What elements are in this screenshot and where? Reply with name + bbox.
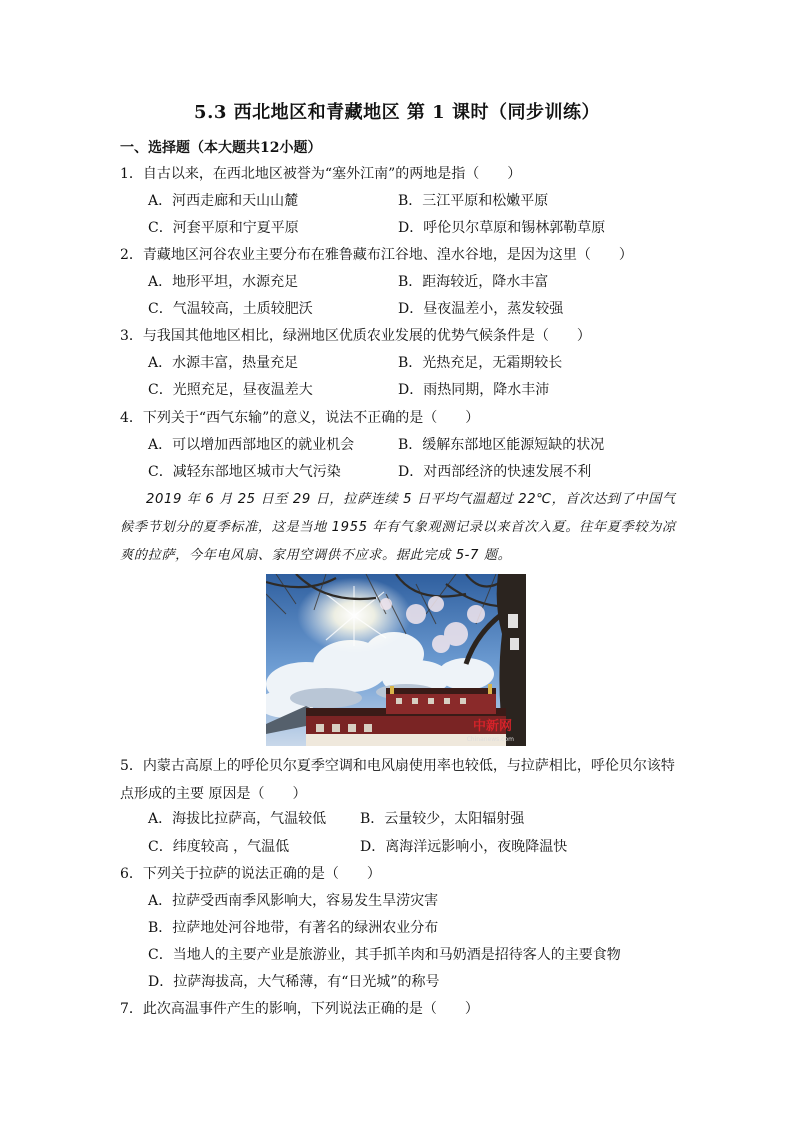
question-1-option-d[interactable]: D．呼伦贝尔草原和锡林郭勒草原 — [398, 220, 606, 236]
question-5-option-a[interactable]: A．海拔比拉萨高，气温较低 — [148, 811, 327, 827]
question-3-option-d[interactable]: D．雨热同期，降水丰沛 — [398, 382, 550, 398]
question-1-option-a[interactable]: A．河西走廊和天山山麓 — [148, 193, 299, 209]
question-3-option-a[interactable]: A．水源丰富，热量充足 — [148, 355, 299, 371]
question-7-stem: 7．此次高温事件产生的影响，下列说法正确的是（ ） — [120, 1001, 479, 1017]
question-4-option-b[interactable]: B．缓解东部地区能源短缺的状况 — [398, 437, 605, 453]
question-6-option-a[interactable]: A．拉萨受西南季风影响大，容易发生旱涝灾害 — [148, 893, 439, 909]
page-title: 5.3 西北地区和青藏地区 第 1 课时（同步训练） — [194, 102, 600, 123]
question-3-stem: 3．与我国其他地区相比，绿洲地区优质农业发展的优势气候条件是（ ） — [120, 328, 591, 344]
question-1-option-c[interactable]: C．河套平原和宁夏平原 — [148, 220, 299, 236]
question-3-option-b[interactable]: B．光热充足，无霜期较长 — [398, 355, 563, 371]
question-2-stem: 2．青藏地区河谷农业主要分布在雅鲁藏布江谷地、湟水谷地，是因为这里（ ） — [120, 247, 633, 263]
section-heading: 一、选择题（本大题共12小题） — [120, 140, 322, 156]
question-2-option-d[interactable]: D．昼夜温差小，蒸发较强 — [398, 301, 564, 317]
question-2-option-c[interactable]: C．气温较高，土质较肥沃 — [148, 301, 313, 317]
photo-watermark-sub: Chinanews.com — [466, 736, 514, 743]
question-6-option-d[interactable]: D．拉萨海拔高，大气稀薄，有“日光城”的称号 — [148, 974, 440, 990]
material-paragraph: 2019 年 6 月 25 日至 29 日，拉萨连续 5 日平均气温超过 22℃，首次达到了中国气候季节划分的夏季标准，这是当地 1955 年有气象观测记录以来首次入夏。往年夏季较为凉爽的拉萨，今年电风扇、家用空调供不应求。据此完成 5-7 题。 — [120, 492, 676, 563]
photo-watermark: 中新网 — [472, 719, 512, 734]
question-1-option-b[interactable]: B．三江平原和松嫩平原 — [398, 193, 549, 209]
question-4-option-a[interactable]: A．可以增加西部地区的就业机会 — [148, 437, 355, 453]
question-2-option-a[interactable]: A．地形平坦，水源充足 — [148, 274, 299, 290]
question-4-option-c[interactable]: C．减轻东部地区城市大气污染 — [148, 464, 341, 480]
question-5-option-d[interactable]: D．离海洋远影响小，夜晚降温快 — [360, 839, 568, 855]
question-4-option-d[interactable]: D．对西部经济的快速发展不利 — [398, 464, 592, 480]
question-5-option-b[interactable]: B．云量较少，太阳辐射强 — [360, 811, 525, 827]
lhasa-photo — [266, 574, 526, 746]
question-1-stem: 1．自古以来，在西北地区被誉为“塞外江南”的两地是指（ ） — [120, 166, 522, 182]
question-6-option-c[interactable]: C．当地人的主要产业是旅游业，其手抓羊肉和马奶酒是招待客人的主要食物 — [148, 947, 621, 963]
question-6-option-b[interactable]: B．拉萨地处河谷地带，有著名的绿洲农业分布 — [148, 920, 439, 936]
question-5-option-c[interactable]: C．纬度较高 ，气温低 — [148, 839, 290, 855]
question-2-option-b[interactable]: B．距海较近，降水丰富 — [398, 274, 549, 290]
question-4-stem: 4．下列关于“西气东输”的意义，说法不正确的是（ ） — [120, 410, 480, 426]
question-3-option-c[interactable]: C．光照充足，昼夜温差大 — [148, 382, 313, 398]
question-6-stem: 6．下列关于拉萨的说法正确的是（ ） — [120, 866, 381, 882]
question-5-stem: 5．内蒙古高原上的呼伦贝尔夏季空调和电风扇使用率也较低，与拉萨相比，呼伦贝尔该特点形成的主要 原因是（ ） — [120, 758, 675, 802]
